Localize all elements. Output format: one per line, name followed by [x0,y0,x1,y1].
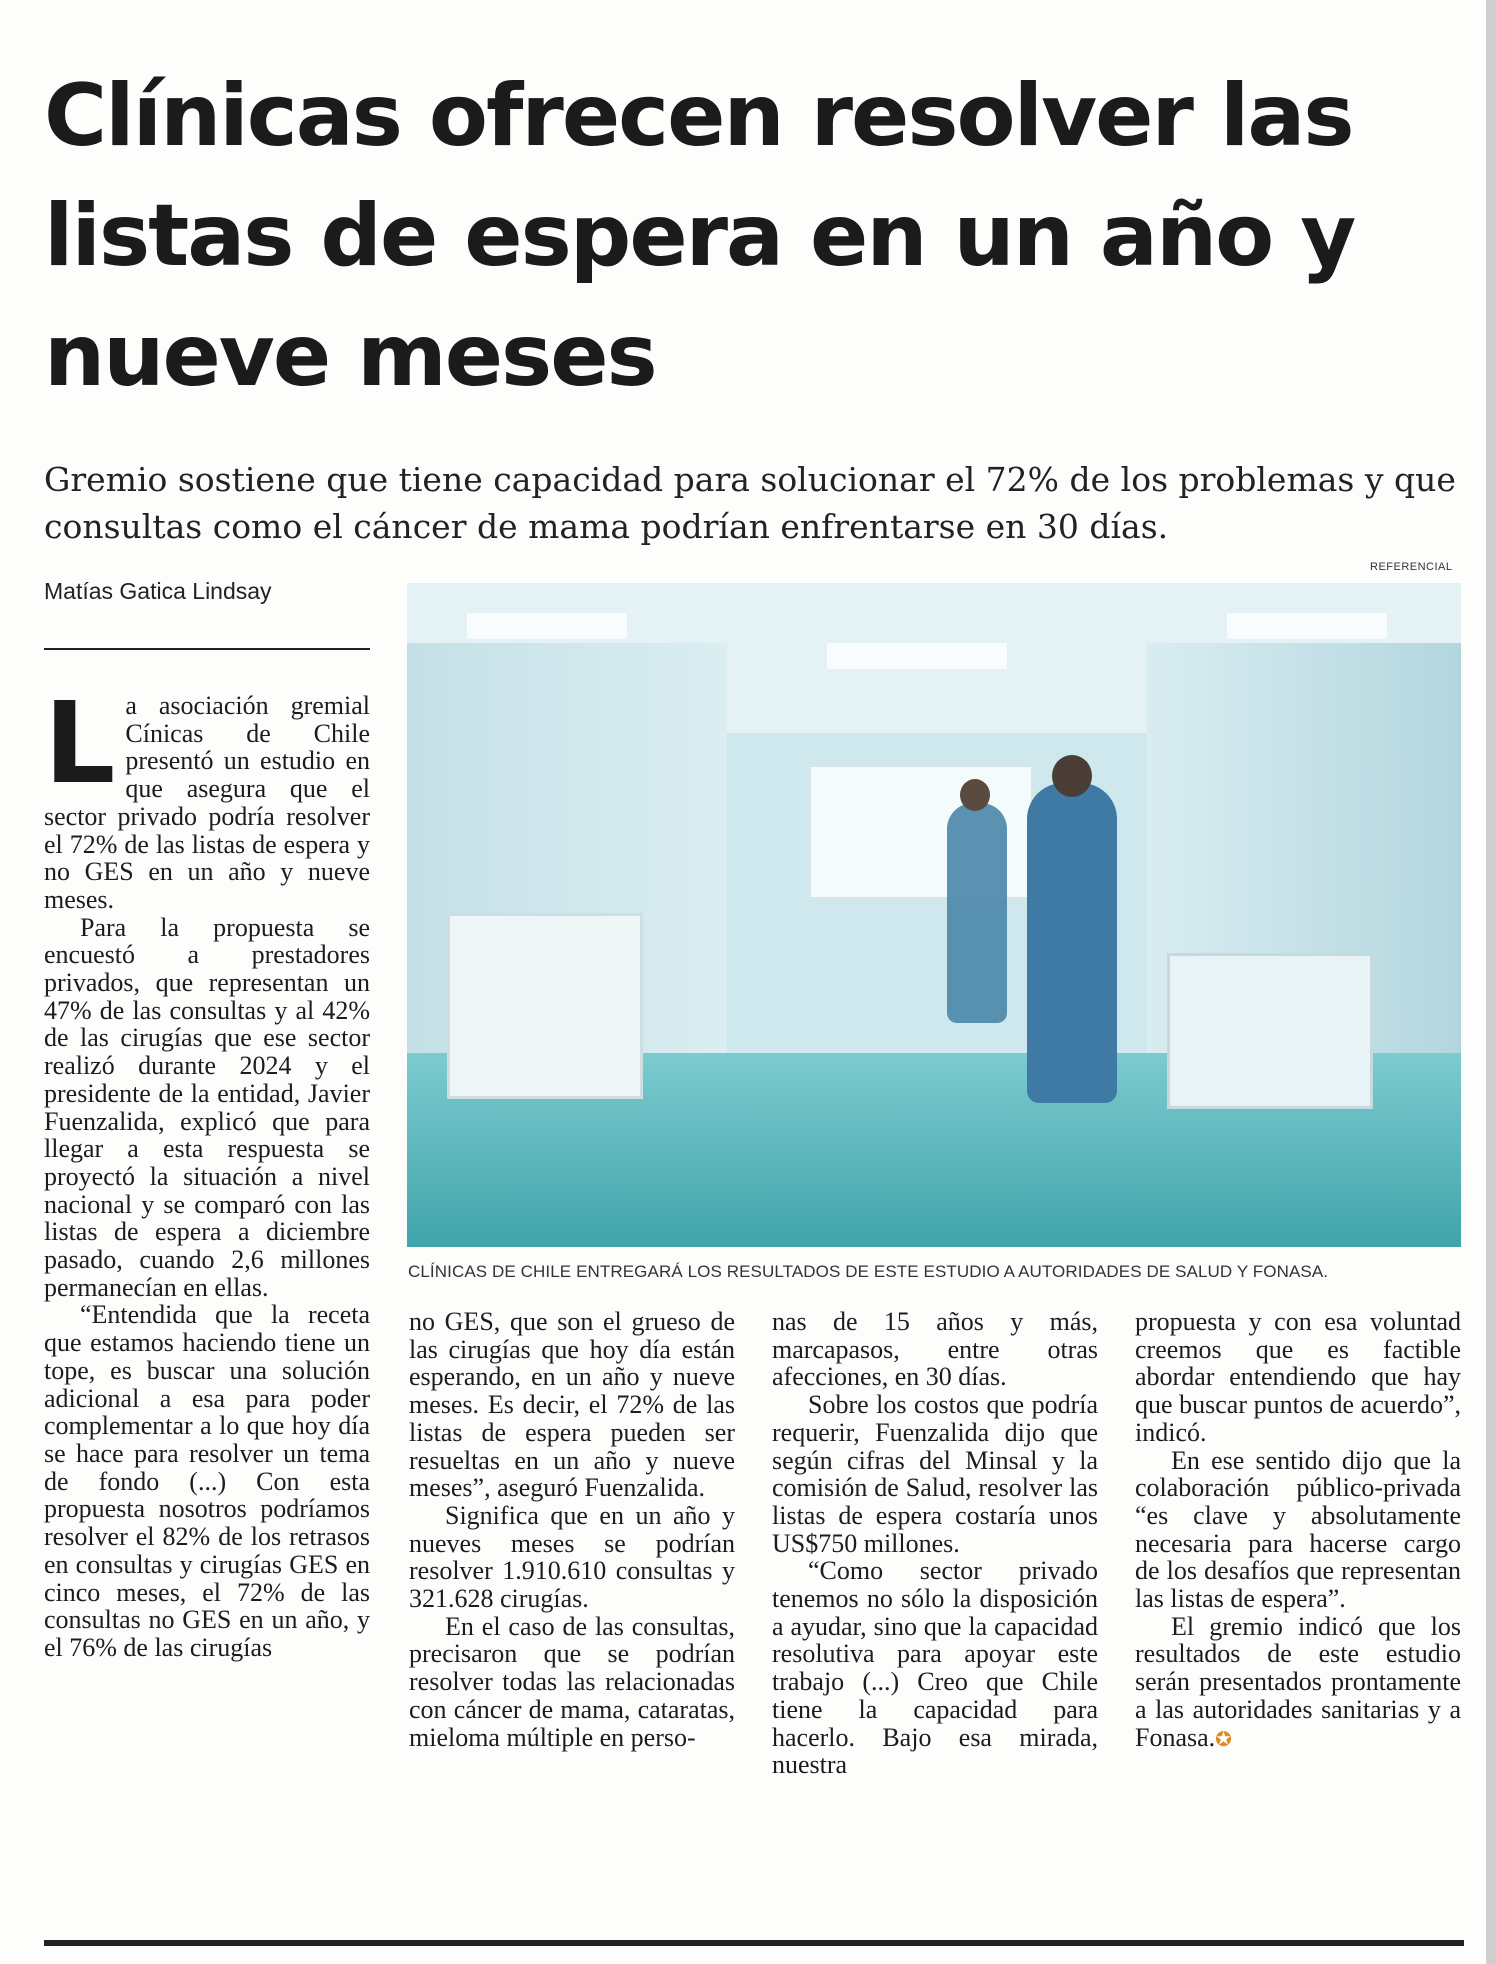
byline: Matías Gatica Lindsay [44,578,272,604]
nurse-head [960,779,990,811]
medical-cart [1167,953,1373,1109]
ceiling-light [1227,613,1387,639]
paragraph: “Entendida que la receta que estamos haciendo tiene un tope, es buscar una solución adicional a esa para poder complementar a lo que hoy día se hace para resolver un tema de fondo (...) Con esta propuesta nosotros podríamos resolver el 82% de los retrasos en consultas y cirugías GES en cinco meses, el 72% de las consultas no GES en un año, y el 76% de las cirugías [44,1300,370,1662]
nurse-figure [947,803,1007,1023]
column-3 [772,1308,1098,1779]
photo-caption: CLÍNICAS DE CHILE ENTREGARÁ LOS RESULTADOS DE ESTE ESTUDIO A AUTORIDADES DE SALUD Y FONASA. [408,1262,1329,1281]
column-2 [409,1308,735,1751]
nurse-head [1052,755,1092,797]
nurse-figure [1027,783,1117,1103]
medical-cart [447,913,643,1099]
paragraph: En ese sentido dijo que la colaboración público-privada “es clave y absolutamente necesaria para hacerse cargo de los desafíos que representan las listas de espera”. [1135,1445,1461,1614]
hospital-corridor-photo [407,583,1461,1247]
footer-rule [44,1940,1464,1946]
page-edge [1486,0,1496,1964]
paragraph: propuesta y con esa voluntad creemos que es factible abordar entendiendo que hay que buscar puntos de acuerdo”, indicó. [1135,1307,1461,1447]
column-4 [1135,1308,1461,1753]
subheadline: Gremio sostiene que tiene capacidad para solucionar el 72% de los problemas y que consultas como el cáncer de mama podrían enfrentarse en 30 días. [44,460,1456,546]
ceiling-light [827,643,1007,669]
column-1 [44,679,370,1662]
paragraph: nas de 15 años y más, marcapasos, entre otras afecciones, en 30 días. [772,1307,1098,1392]
paragraph-text: a asociación gremial Cínicas de Chile presentó un estudio en que asegura que el sector privado podría resolver el 72% de las listas de espera y no GES en un año y nueve meses. [44,691,370,914]
paragraph-text: El gremio indicó que los resultados de este estudio serán presentados prontamente a las autoridades sanitarias y a Fonasa. [1135,1611,1461,1752]
paragraph [44,679,370,914]
paragraph: Sobre los costos que podría requerir, Fuenzalida dijo que según cifras del Minsal y la comisión de Salud, resolver las listas de espera costaría unos US$750 millones. [772,1390,1098,1558]
paragraph: En el caso de las consultas, precisaron que se podrían resolver todas las relacionadas con cáncer de mama, cataratas, mieloma múltiple en perso- [409,1611,735,1752]
paragraph: no GES, que son el grueso de las cirugías que hoy día están esperando, en un año y nueve meses. Es decir, el 72% de las listas de espera pueden ser resueltas en un año y nueve meses”, aseguró Fuenzalida. [409,1307,735,1503]
photo-credit: REFERENCIAL [1370,561,1453,573]
paragraph [1135,1613,1461,1754]
drop-cap: L [44,679,116,809]
headline: Clínicas ofrecen resolver las listas de espera en un año y nueve meses [44,66,1355,406]
paragraph: Significa que en un año y nueves meses se podrían resolver 1.910.610 consultas y 321.628 cirugías. [409,1500,735,1614]
paragraph: Para la propuesta se encuestó a prestadores privados, que representan un 47% de las consultas y al 42% de las cirugías que ese sector realizó durante 2024 y el presidente de la entidad, Javier Fuenzalida, explicó que para llegar a esta respuesta se proyectó la situación a nivel nacional y se comparó con las listas de espera a diciembre pasado, cuando 2,6 millones permanecían en ellas. [44,912,370,1302]
byline-divider [44,648,370,650]
end-mark-icon: ✪ [1215,1726,1232,1751]
ceiling-light [467,613,627,639]
paragraph: “Como sector privado tenemos no sólo la disposición a ayudar, sino que la capacidad resolutiva para apoyar este trabajo (...) Creo que Chile tiene la capacidad para hacerlo. Bajo esa mirada, nuestra [772,1556,1098,1780]
